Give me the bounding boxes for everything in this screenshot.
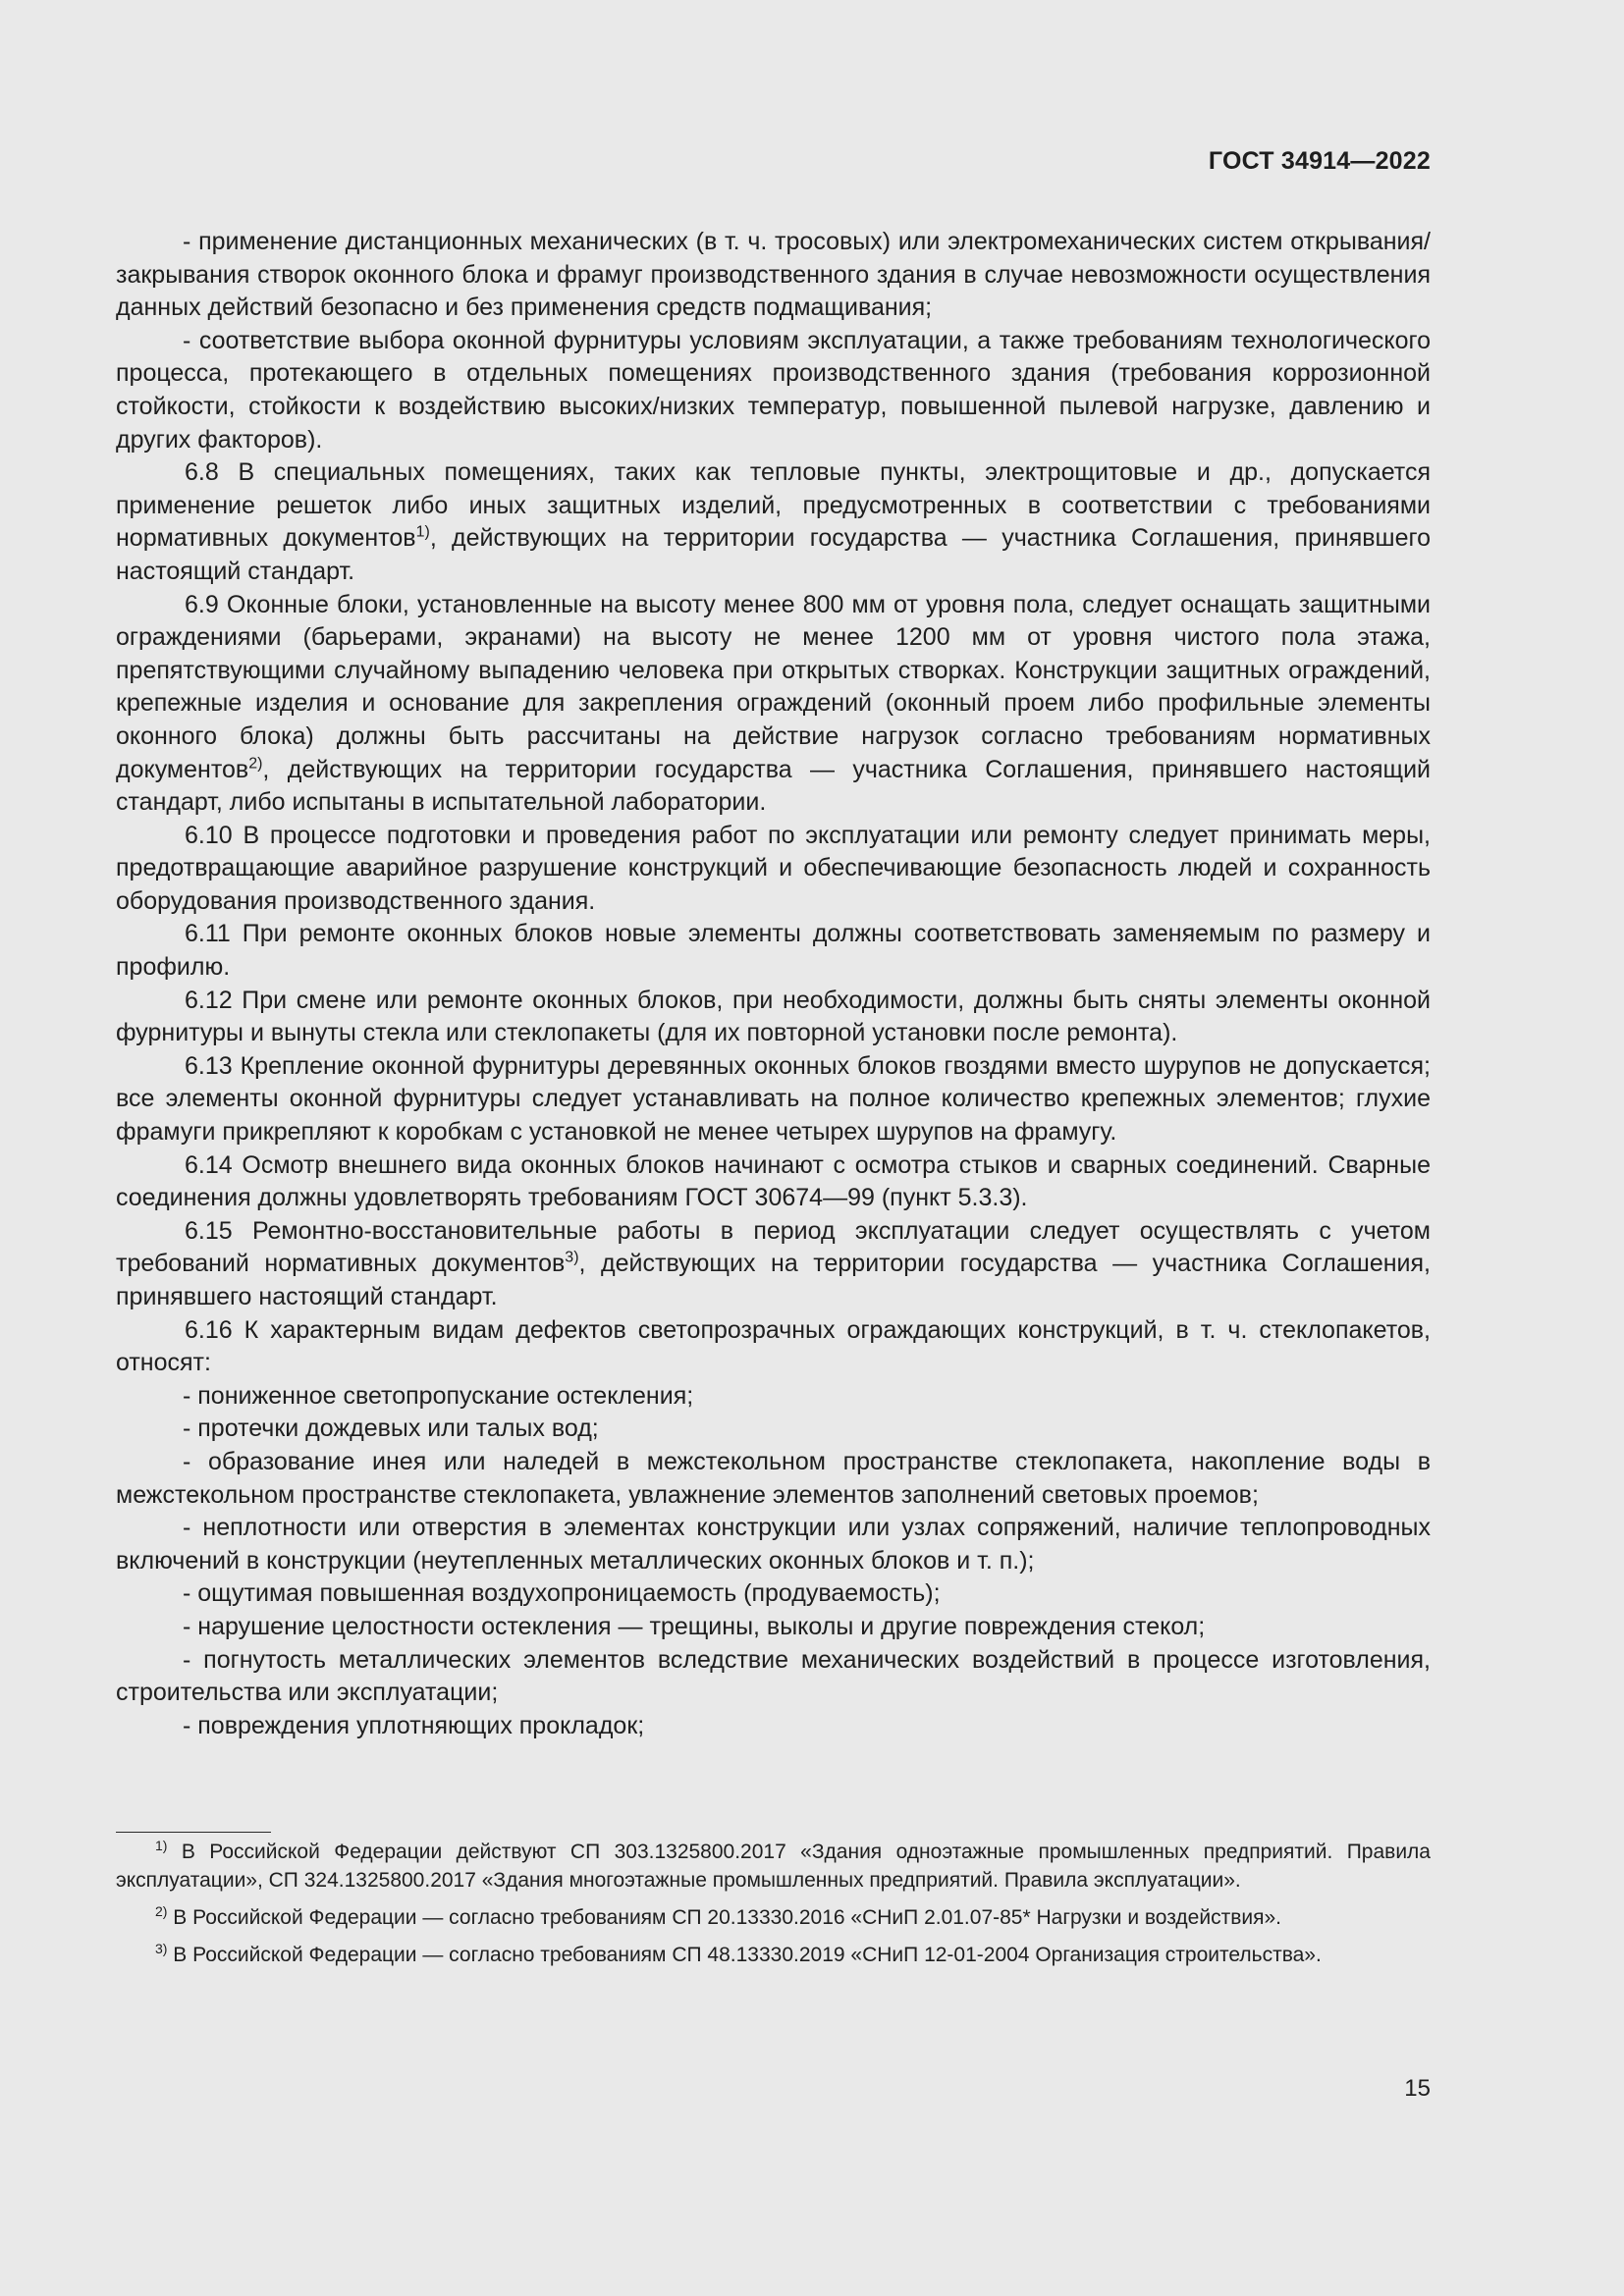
footnote-mark: 2) bbox=[155, 1903, 168, 1919]
footnote-2: $^{2)}$ В Российской Федерации — согласно требованиям СП 20.13330.2016 «СНиП 2.01.07-85* Нагрузки и воздействия». bbox=[155, 1903, 1281, 1929]
clause-6-16: 6.16 К характерным видам дефектов светопрозрачных ограждающих конструкций, в т. ч. стеклопакетов, относят: bbox=[116, 1315, 1431, 1377]
footnotes bbox=[116, 1838, 1431, 1978]
list-item: - ощутимая повышенная воздухопроницаемость (продуваемость); bbox=[183, 1579, 941, 1608]
footnote-1: $^{1)}$ В Российской Федерации действуют СП 303.1325800.2017 «Здания одноэтажные промышленных предприятий. Правила эксплуатации», СП 324.1325800.2017 «Здания многоэтажные промышленных предприятий. Правила эксплуатации». bbox=[116, 1838, 1431, 1892]
footnote-ref[interactable]: 2) bbox=[248, 755, 263, 773]
list-item: - неплотности или отверстия в элементах конструкции или узлах сопряжений, наличие теплопроводных включений в конструкции (неутепленных металлических оконных блоков и т. п.); bbox=[116, 1514, 1431, 1575]
list-item: - образование инея или наледей в межстекольном пространстве стеклопакета, накопление воды в межстекольном пространстве стеклопакета, увлажнение элементов заполнений световых проемов; bbox=[116, 1447, 1431, 1509]
page-number: 15 bbox=[1404, 2075, 1431, 2102]
list-item: - нарушение целостности остекления — трещины, выколы и другие повреждения стекол; bbox=[183, 1612, 1206, 1640]
list-item: - применение дистанционных механических (в т. ч. тросовых) или электромеханических систем открывания/закрывания створок оконного блока и фрамуг производственного здания в случае невозможности осуществления данных действий безопасно и без применения средств подмащивания; bbox=[116, 228, 1431, 322]
list-item: - погнутость металлических элементов вследствие механических воздействий в процессе изготовления, строительства или эксплуатации; bbox=[116, 1645, 1431, 1707]
main-text bbox=[116, 226, 1431, 1742]
clause-6-9: 6.9 Оконные блоки, установленные на высоту менее 800 мм от уровня пола, следует оснащать защитными ограждениями (барьерами, экранами) на высоту не менее 1200 мм от уровня чистого пола этажа, препятствующими случайному выпадению человека при открытых створках. Конструкции защитных ограждений, крепежные изделия и основание для закрепления ограждений (оконный проем либо профильные элементы оконного блока) должны быть рассчитаны на действие нагрузок согласно требованиям нормативных документов$^{2)}$, действующих на территории государства — участника Соглашения, принявшего настоящий стандарт, либо испытаны в испытательной лаборатории. bbox=[116, 590, 1431, 817]
clause-6-8: 6.8 В специальных помещениях, таких как тепловые пункты, электрощитовые и др., допускается применение решеток либо иных защитных изделий, предусмотренных в соответствии с требованиями нормативных документов$^{1)}$, действующих на территории государства — участника Соглашения, принявшего настоящий стандарт. bbox=[116, 458, 1431, 585]
clause-6-11: 6.11 При ремонте оконных блоков новые элементы должны соответствовать заменяемым по размеру и профилю. bbox=[116, 920, 1431, 982]
footnote-mark: 1) bbox=[155, 1838, 168, 1853]
list-item: - протечки дождевых или талых вод; bbox=[183, 1415, 599, 1443]
footnote-mark: 3) bbox=[155, 1941, 168, 1956]
list-item: - соответствие выбора оконной фурнитуры условиям эксплуатации, а также требованиям технологического процесса, протекающего в отдельных помещениях производственного здания (требования коррозионной стойкости, стойкости к воздействию высоких/низких температур, повышенной пылевой нагрузке, давлению и других факторов). bbox=[116, 326, 1431, 454]
list-item: - пониженное светопропускание остекления; bbox=[183, 1381, 694, 1410]
clause-6-12: 6.12 При смене или ремонте оконных блоков, при необходимости, должны быть сняты элементы оконной фурнитуры и вынуты стекла или стеклопакеты (для их повторной установки после ремонта). bbox=[116, 986, 1431, 1047]
footnote-3: $^{3)}$ В Российской Федерации — согласно требованиям СП 48.13330.2019 «СНиП 12-01-2004 Организация строительства». bbox=[155, 1941, 1322, 1966]
footnote-ref[interactable]: 1) bbox=[415, 524, 430, 542]
clause-6-13: 6.13 Крепление оконной фурнитуры деревянных оконных блоков гвоздями вместо шурупов не допускается; все элементы оконной фурнитуры следует устанавливать на полное количество крепежных элементов; глухие фрамуги прикрепляют к коробкам с установкой не менее четырех шурупов на фрамугу. bbox=[116, 1051, 1431, 1147]
clause-6-10: 6.10 В процессе подготовки и проведения работ по эксплуатации или ремонту следует принимать меры, предотвращающие аварийное разрушение конструкций и обеспечивающие безопасность людей и сохранность оборудования производственного здания. bbox=[116, 821, 1431, 915]
standard-number-header: ГОСТ 34914—2022 bbox=[1208, 147, 1431, 175]
footnote-separator bbox=[116, 1832, 271, 1833]
clause-6-15: 6.15 Ремонтно-восстановительные работы в период эксплуатации следует осуществлять с учетом требований нормативных документов$^{3)}$, действующих на территории государства — участника Соглашения, принявшего настоящий стандарт. bbox=[116, 1216, 1431, 1310]
list-item: - повреждения уплотняющих прокладок; bbox=[183, 1711, 645, 1739]
clause-6-14: 6.14 Осмотр внешнего вида оконных блоков начинают с осмотра стыков и сварных соединений. Сварные соединения должны удовлетворять требованиям ГОСТ 30674—99 (пункт 5.3.3). bbox=[116, 1150, 1431, 1212]
footnote-ref[interactable]: 3) bbox=[565, 1250, 579, 1267]
